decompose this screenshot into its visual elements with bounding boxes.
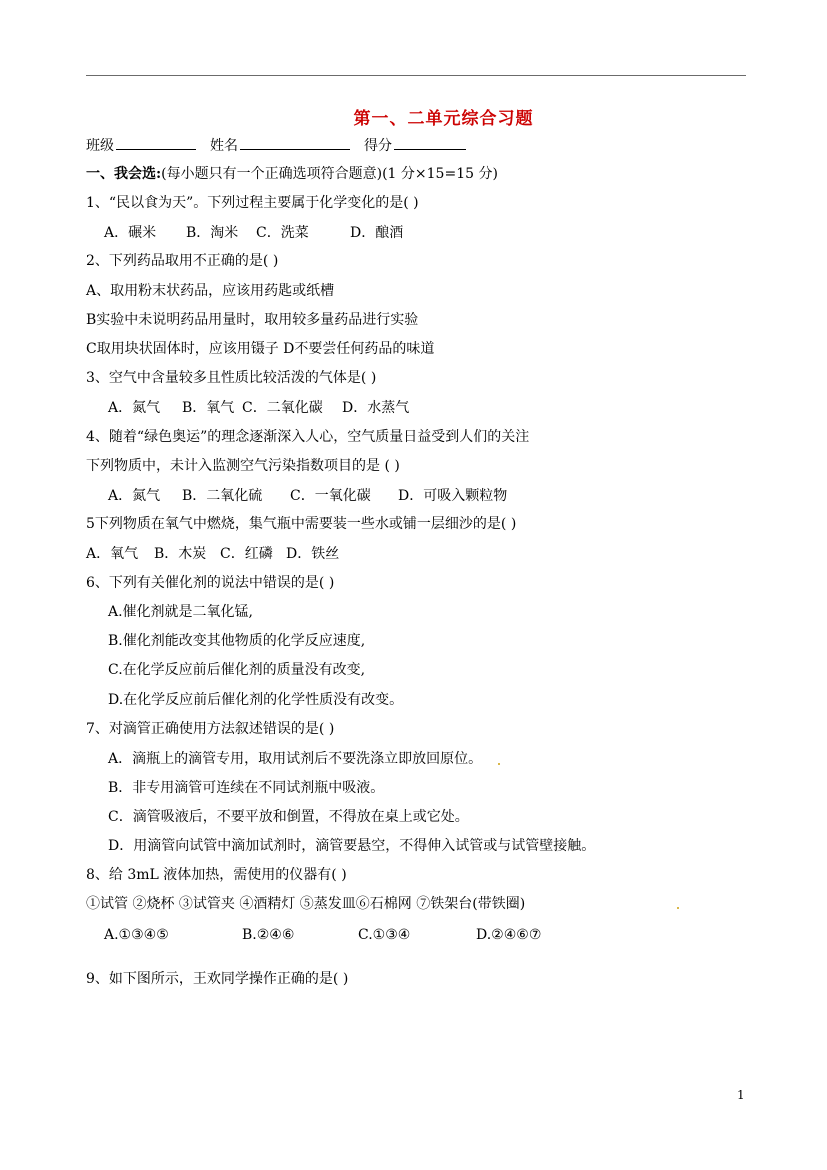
q6-option-d: D.在化学反应前后催化剂的化学性质没有改变。	[108, 692, 404, 708]
q3-stem: 3、空气中含量较多且性质比较活泼的气体是( )	[86, 370, 377, 386]
q8-option-d: D.②④⑥⑦	[476, 927, 542, 943]
q1-option-b: B．淘米	[186, 225, 239, 241]
q3-option-a: A．氮气	[108, 400, 161, 416]
q8-option-b: B.②④⑥	[242, 927, 295, 943]
section-label: 一、我会选:	[86, 166, 162, 182]
score-blank	[394, 135, 466, 150]
q1-option-a: A．碾米	[104, 225, 157, 241]
name-label: 姓名	[210, 138, 238, 154]
speck-mark	[677, 907, 679, 909]
q3-options	[108, 399, 409, 417]
q7-option-c: C．滴管吸液后，不要平放和倒置，不得放在桌上或它处。	[108, 809, 469, 825]
q6-option-c: C.在化学反应前后催化剂的质量没有改变,	[108, 662, 366, 678]
score-label: 得分	[364, 138, 392, 154]
q1-options	[104, 224, 403, 242]
q4-stem-line2: 下列物质中，未计入监测空气污染指数项目的是 ( )	[86, 458, 400, 474]
q5-options	[86, 545, 339, 563]
q4-option-c: C．一氧化碳	[290, 488, 371, 504]
q2-option-cd: C取用块状固体时，应该用镊子 D不要尝任何药品的味道	[86, 341, 435, 357]
q6-stem: 6、下列有关催化剂的说法中错误的是( )	[86, 575, 335, 591]
q5-option-b: B．木炭	[154, 546, 207, 562]
q5-option-c: C．红磷	[220, 546, 273, 562]
q4-option-a: A．氮气	[108, 488, 161, 504]
q8-instrument-list: ①试管 ②烧杯 ③试管夹 ④酒精灯 ⑤蒸发皿⑥石棉网 ⑦铁架台(带铁圈)	[86, 896, 526, 912]
q2-option-b: B实验中未说明药品用量时，取用较多量药品进行实验	[86, 312, 419, 328]
q7-option-b: B．非专用滴管可连续在不同试剂瓶中吸液。	[108, 780, 385, 796]
student-info-row	[86, 135, 480, 155]
q2-stem: 2、下列药品取用不正确的是( )	[86, 253, 279, 269]
name-blank	[240, 135, 350, 150]
q3-option-d: D．水蒸气	[342, 400, 410, 416]
q1-stem: 1、“民以食为天”。下列过程主要属于化学变化的是( )	[86, 195, 419, 211]
q3-option-b: B．氧气	[182, 400, 235, 416]
q5-option-a: A．氧气	[86, 546, 139, 562]
class-blank	[116, 135, 196, 150]
q7-stem: 7、对滴管正确使用方法叙述错误的是( )	[86, 721, 335, 737]
q2-option-a: A、取用粉末状药品，应该用药匙或纸槽	[86, 283, 335, 299]
q4-options	[108, 487, 507, 505]
q1-option-d: D．酿酒	[350, 225, 404, 241]
q5-option-d: D．铁丝	[286, 546, 340, 562]
page-title: 第一、二单元综合习题	[353, 109, 534, 129]
q1-option-c: C．洗菜	[256, 225, 309, 241]
q8-option-c: C.①③④	[358, 927, 411, 943]
q5-stem: 5下列物质在氧气中燃烧，集气瓶中需要装一些水或铺一层细沙的是( )	[86, 516, 517, 532]
q7-option-a: A．滴瓶上的滴管专用，取用试剂后不要洗涤立即放回原位。	[108, 751, 483, 767]
q6-option-a: A.催化剂就是二氧化锰,	[108, 604, 254, 620]
class-label: 班级	[86, 138, 114, 154]
q9-stem: 9、如下图所示，王欢同学操作正确的是( )	[86, 971, 349, 987]
q3-option-c: C．二氧化碳	[242, 400, 323, 416]
q7-option-d: D．用滴管向试管中滴加试剂时，滴管要悬空，不得伸入试管或与试管壁接触。	[108, 838, 596, 854]
page-number: 1	[737, 1088, 745, 1102]
q4-option-b: B．二氧化硫	[182, 488, 263, 504]
q4-stem-line1: 4、随着“绿色奥运”的理念逐渐深入人心，空气质量日益受到人们的关注	[86, 429, 530, 445]
speck-mark	[498, 763, 500, 765]
section-heading	[86, 165, 498, 183]
q8-options	[104, 926, 541, 944]
header-rule	[86, 75, 746, 76]
q4-option-d: D．可吸入颗粒物	[398, 488, 508, 504]
section-instruction: (每小题只有一个正确选项符合题意)(1 分×15=15 分)	[161, 166, 498, 182]
q8-stem: 8、给 3mL 液体加热，需使用的仪器有( )	[86, 867, 347, 883]
q6-option-b: B.催化剂能改变其他物质的化学反应速度,	[108, 633, 366, 649]
q8-option-a: A.①③④⑤	[104, 927, 169, 943]
